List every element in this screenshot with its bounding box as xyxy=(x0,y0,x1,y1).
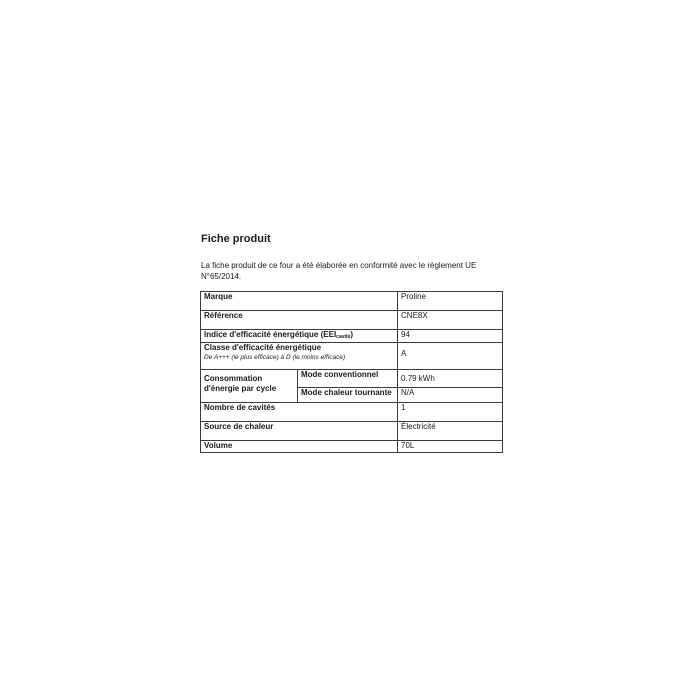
value-volume: 70L xyxy=(398,441,503,453)
value-source: Électricité xyxy=(398,422,503,441)
table-row xyxy=(201,311,503,330)
value-cavites: 1 xyxy=(398,403,503,422)
label-classe xyxy=(201,343,398,370)
table-row xyxy=(201,403,503,422)
label-mode-conventionnel: Mode conventionnel xyxy=(298,370,398,388)
label-cavites: Nombre de cavités xyxy=(201,403,398,422)
label-mode-chaleur-tournante: Mode chaleur tournante xyxy=(298,388,398,403)
table-row xyxy=(201,330,503,343)
table-row xyxy=(201,370,503,388)
value-reference: CNE8X xyxy=(398,311,503,330)
value-marque: Proline xyxy=(398,292,503,311)
label-eei-text: Indice d'efficacité énergétique (EEI xyxy=(204,330,337,339)
table-row xyxy=(201,422,503,441)
label-reference: Référence xyxy=(201,311,398,330)
label-eei xyxy=(201,330,398,343)
spec-table xyxy=(200,291,503,453)
label-consommation: Consommation d'énergie par cycle xyxy=(201,370,298,403)
label-eei-end: ) xyxy=(350,330,354,339)
label-source: Source de chaleur xyxy=(201,422,398,441)
product-sheet xyxy=(200,233,505,453)
table-row xyxy=(201,292,503,311)
value-eei: 94 xyxy=(398,330,503,343)
label-classe-text: Classe d'efficacité énergétique xyxy=(204,343,322,352)
label-classe-note: De A+++ (le plus efficace) à D (le moins efficace) xyxy=(204,354,346,361)
page-title: Fiche produit xyxy=(201,233,271,245)
label-marque: Marque xyxy=(201,292,398,311)
value-mode-conventionnel: 0.79 kWh xyxy=(398,370,503,388)
intro-text: La fiche produit de ce four a été élaborée en conformité avec le règlement UE N°65/2014. xyxy=(201,261,477,281)
table-row xyxy=(201,343,503,370)
label-eei-sub: cavité xyxy=(336,334,351,340)
value-classe: A xyxy=(398,343,503,370)
table-row xyxy=(201,441,503,453)
value-mode-chaleur-tournante: N/A xyxy=(398,388,503,403)
label-volume: Volume xyxy=(201,441,398,453)
